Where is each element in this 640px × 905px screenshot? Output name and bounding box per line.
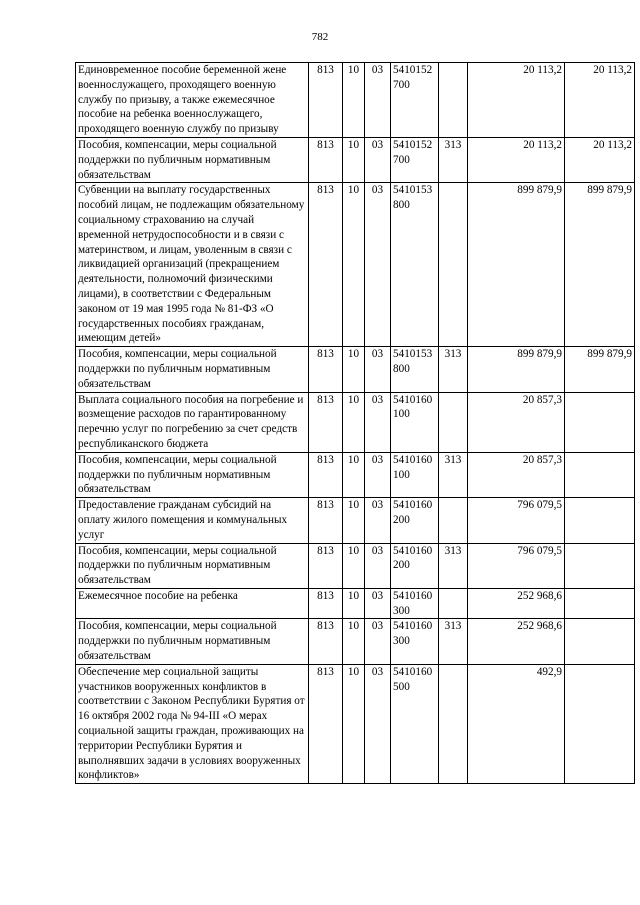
expenditure-name-cell: Субвенции на выплату государственных пособий лицам, не подлежащим обязательному социальному страхованию на случай временной нетрудоспособности и в связи с материнством, и лицам, уволенным в связи с ликвидацией организаций (прекращением деятельности, полномочий физическими лицами), в соответствии с Федеральным законом от 19 мая 1995 года № 81-ФЗ «О государственных пособиях гражданам, имеющим детей» — [76, 183, 309, 347]
amount-cell-1: 796 079,5 — [468, 498, 565, 543]
section-code-cell: 10 — [343, 664, 365, 783]
amount-cell-1: 899 879,9 — [468, 183, 565, 347]
section-code-cell: 10 — [343, 452, 365, 497]
amount-cell-2 — [565, 452, 635, 497]
table-row — [76, 664, 635, 783]
expenditure-name-cell: Пособия, компенсации, меры социальной поддержки по публичным нормативным обязательствам — [76, 619, 309, 664]
expenditure-name-cell: Пособия, компенсации, меры социальной поддержки по публичным нормативным обязательствам — [76, 137, 309, 182]
amount-cell-2 — [565, 588, 635, 619]
subsection-code-cell: 03 — [365, 588, 391, 619]
amount-cell-2: 899 879,9 — [565, 183, 635, 347]
amount-cell-1: 252 968,6 — [468, 588, 565, 619]
ministry-code-cell: 813 — [309, 543, 343, 588]
expenditure-name-cell: Пособия, компенсации, меры социальной поддержки по публичным нормативным обязательствам — [76, 543, 309, 588]
ministry-code-cell: 813 — [309, 137, 343, 182]
amount-cell-2 — [565, 619, 635, 664]
target-article-cell: 5410160100 — [391, 392, 439, 452]
table-row — [76, 137, 635, 182]
section-code-cell: 10 — [343, 619, 365, 664]
budget-table-body — [76, 63, 635, 784]
subsection-code-cell: 03 — [365, 347, 391, 392]
ministry-code-cell: 813 — [309, 452, 343, 497]
expenditure-name-cell: Обеспечение мер социальной защиты участников вооруженных конфликтов в соответствии с Законом Республики Бурятия от 16 октября 2002 года № 94-III «О мерах социальной защиты граждан, проживающих на территории Республики Бурятия и выполнявших задачи в условиях вооруженных конфликтов» — [76, 664, 309, 783]
amount-cell-1: 796 079,5 — [468, 543, 565, 588]
ministry-code-cell: 813 — [309, 183, 343, 347]
table-row — [76, 543, 635, 588]
amount-cell-2 — [565, 498, 635, 543]
target-article-cell: 5410160200 — [391, 543, 439, 588]
amount-cell-2: 899 879,9 — [565, 347, 635, 392]
expenditure-name-cell: Предоставление гражданам субсидий на оплату жилого помещения и коммунальных услуг — [76, 498, 309, 543]
expense-type-cell — [439, 183, 468, 347]
subsection-code-cell: 03 — [365, 392, 391, 452]
expense-type-cell: 313 — [439, 452, 468, 497]
table-row — [76, 588, 635, 619]
table-row — [76, 392, 635, 452]
expense-type-cell: 313 — [439, 543, 468, 588]
target-article-cell: 5410160200 — [391, 498, 439, 543]
expenditure-name-cell: Единовременное пособие беременной жене военнослужащего, проходящего военную службу по призыву, а также ежемесячное пособие на ребенка военнослужащего, проходящего военную службу по призыву — [76, 63, 309, 138]
subsection-code-cell: 03 — [365, 543, 391, 588]
section-code-cell: 10 — [343, 498, 365, 543]
section-code-cell: 10 — [343, 588, 365, 619]
table-row — [76, 347, 635, 392]
target-article-cell: 5410152700 — [391, 137, 439, 182]
expense-type-cell — [439, 392, 468, 452]
subsection-code-cell: 03 — [365, 137, 391, 182]
target-article-cell: 5410153800 — [391, 183, 439, 347]
ministry-code-cell: 813 — [309, 498, 343, 543]
section-code-cell: 10 — [343, 543, 365, 588]
amount-cell-1: 492,9 — [468, 664, 565, 783]
ministry-code-cell: 813 — [309, 347, 343, 392]
subsection-code-cell: 03 — [365, 664, 391, 783]
subsection-code-cell: 03 — [365, 63, 391, 138]
target-article-cell: 5410153800 — [391, 347, 439, 392]
page-number: 782 — [311, 31, 329, 43]
amount-cell-2 — [565, 543, 635, 588]
budget-table — [75, 62, 635, 784]
amount-cell-1: 20 857,3 — [468, 452, 565, 497]
table-row — [76, 452, 635, 497]
expense-type-cell: 313 — [439, 347, 468, 392]
expense-type-cell: 313 — [439, 619, 468, 664]
amount-cell-1: 899 879,9 — [468, 347, 565, 392]
subsection-code-cell: 03 — [365, 498, 391, 543]
ministry-code-cell: 813 — [309, 63, 343, 138]
expenditure-name-cell: Выплата социального пособия на погребение и возмещение расходов по гарантированному перечню услуг по погребению за счет средств республиканского бюджета — [76, 392, 309, 452]
section-code-cell: 10 — [343, 347, 365, 392]
subsection-code-cell: 03 — [365, 619, 391, 664]
subsection-code-cell: 03 — [365, 452, 391, 497]
target-article-cell: 5410160100 — [391, 452, 439, 497]
expense-type-cell — [439, 664, 468, 783]
target-article-cell: 5410160500 — [391, 664, 439, 783]
expense-type-cell — [439, 498, 468, 543]
ministry-code-cell: 813 — [309, 619, 343, 664]
section-code-cell: 10 — [343, 137, 365, 182]
amount-cell-2 — [565, 392, 635, 452]
expense-type-cell — [439, 63, 468, 138]
table-row — [76, 63, 635, 138]
table-row — [76, 498, 635, 543]
subsection-code-cell: 03 — [365, 183, 391, 347]
table-row — [76, 619, 635, 664]
ministry-code-cell: 813 — [309, 588, 343, 619]
table-row — [76, 183, 635, 347]
amount-cell-1: 20 857,3 — [468, 392, 565, 452]
section-code-cell: 10 — [343, 63, 365, 138]
section-code-cell: 10 — [343, 392, 365, 452]
amount-cell-1: 20 113,2 — [468, 63, 565, 138]
target-article-cell: 5410152700 — [391, 63, 439, 138]
expenditure-name-cell: Ежемесячное пособие на ребенка — [76, 588, 309, 619]
ministry-code-cell: 813 — [309, 392, 343, 452]
amount-cell-2: 20 113,2 — [565, 63, 635, 138]
amount-cell-2: 20 113,2 — [565, 137, 635, 182]
amount-cell-2 — [565, 664, 635, 783]
target-article-cell: 5410160300 — [391, 619, 439, 664]
expense-type-cell: 313 — [439, 137, 468, 182]
amount-cell-1: 20 113,2 — [468, 137, 565, 182]
expense-type-cell — [439, 588, 468, 619]
expenditure-name-cell: Пособия, компенсации, меры социальной поддержки по публичным нормативным обязательствам — [76, 452, 309, 497]
amount-cell-1: 252 968,6 — [468, 619, 565, 664]
expenditure-name-cell: Пособия, компенсации, меры социальной поддержки по публичным нормативным обязательствам — [76, 347, 309, 392]
target-article-cell: 5410160300 — [391, 588, 439, 619]
section-code-cell: 10 — [343, 183, 365, 347]
ministry-code-cell: 813 — [309, 664, 343, 783]
